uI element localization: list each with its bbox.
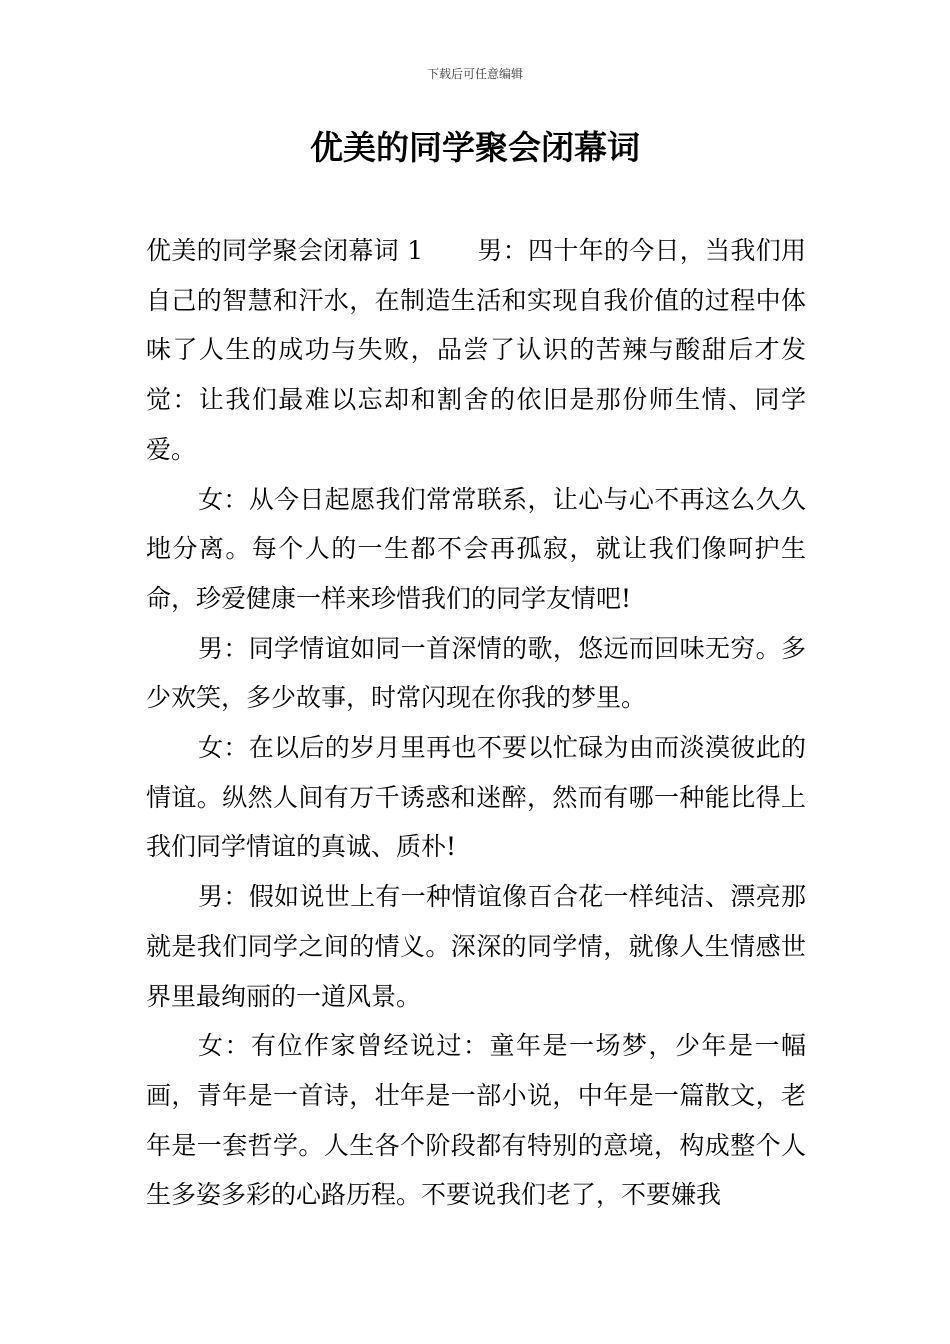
header-note: 下载后可任意编辑 bbox=[426, 67, 523, 81]
paragraph-3: 男：同学情谊如同一首深情的歌，悠远而回味无穷。多少欢笑，多少故事，时常闪现在你我的梦里。 bbox=[146, 633, 806, 713]
paragraph-4: 女：在以后的岁月里再也不要以忙碌为由而淡漠彼此的情谊。纵然人间有万千诱惑和迷醉，然而有哪一种能比得上我们同学情谊的真诚、质朴! bbox=[146, 733, 806, 862]
paragraph-1-text: 男：四十年的今日，当我们用自己的智慧和汗水，在制造生活和实现自我价值的过程中体味了人生的成功与失败，品尝了认识的苦辣与酸甜后才发觉：让我们最难以忘却和割舍的依旧是那份师生情、同学爱。 bbox=[146, 236, 806, 464]
paragraph-2: 女：从今日起愿我们常常联系，让心与心不再这么久久地分离。每个人的一生都不会再孤寂，就让我们像呵护生命，珍爱健康一样来珍惜我们的同学友情吧! bbox=[146, 484, 806, 613]
paragraph-6: 女：有位作家曾经说过：童年是一场梦，少年是一幅画，青年是一首诗，壮年是一部小说，中年是一篇散文，老年是一套哲学。人生各个阶段都有特别的意境，构成整个人生多姿多彩的心路历程。不要说我们老了，不要嫌我 bbox=[146, 1031, 806, 1210]
document-body bbox=[146, 226, 806, 1220]
document-title: 优美的同学聚会闭幕词 bbox=[310, 128, 640, 167]
paragraph-5: 男：假如说世上有一种情谊像百合花一样纯洁、漂亮那就是我们同学之间的情义。深深的同学情，就像人生情感世界里最绚丽的一道风景。 bbox=[146, 882, 806, 1011]
section-heading: 优美的同学聚会闭幕词 1 bbox=[146, 236, 424, 265]
paragraph-1 bbox=[146, 226, 806, 475]
